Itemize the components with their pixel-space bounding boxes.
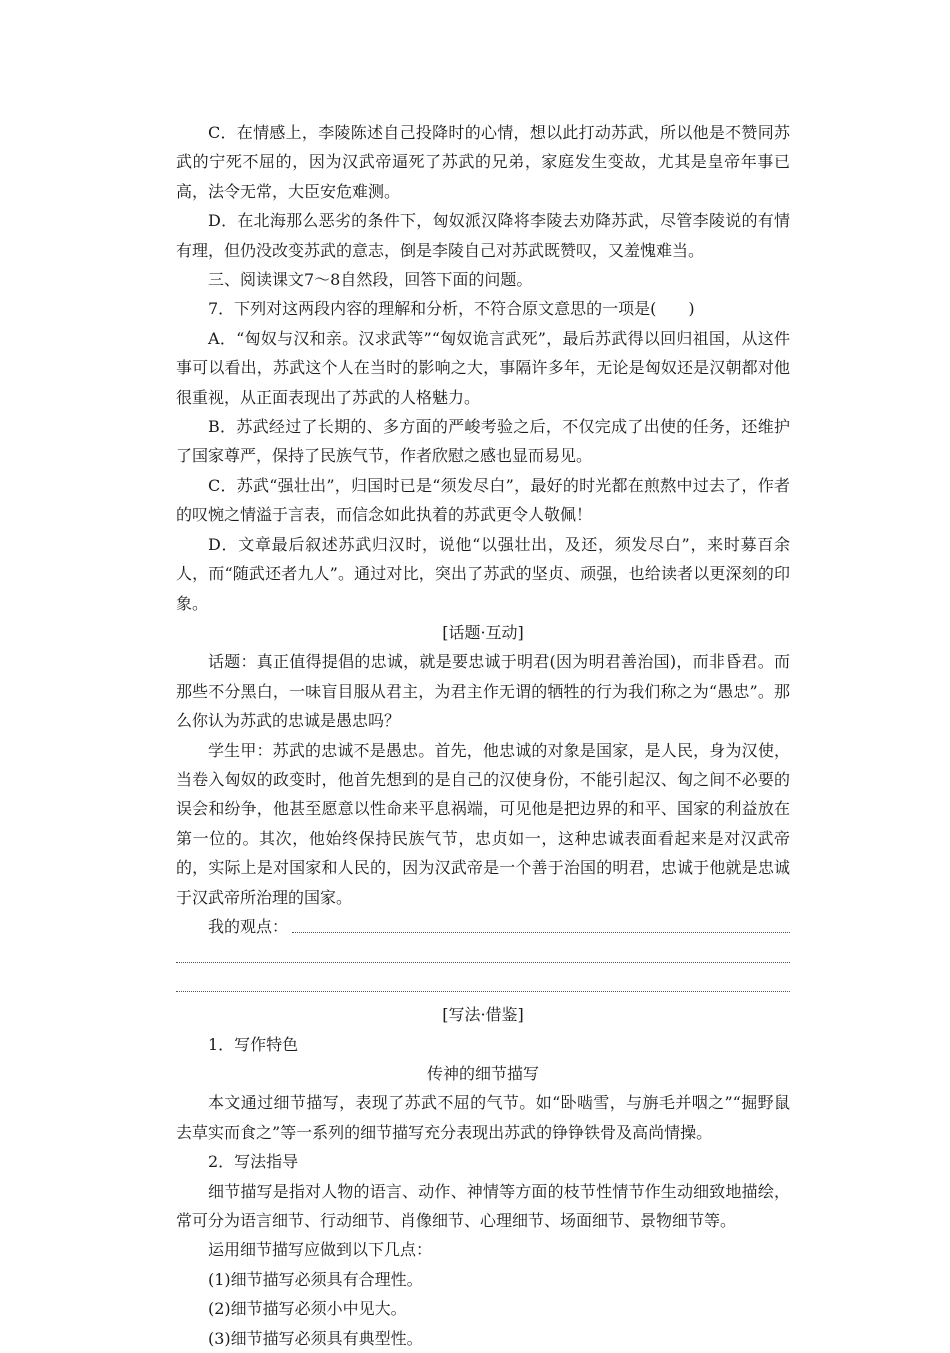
my-view-label: 我的观点： — [208, 916, 289, 936]
option-c-previous: C．在情感上，李陵陈述自己投降时的心情，想以此打动苏武，所以他是不赞同苏武的宁死不屈的，因为汉武帝逼死了苏武的兄弟，家庭发生变故，尤其是皇帝年事已高，法令无常，大臣安危难测。 — [176, 123, 790, 201]
question-seven-option-d: D．文章最后叙述苏武归汉时，说他“以强壮出，及还，须发尽白”，来时募百余人，而“随武还者九人”。通过对比，突出了苏武的坚贞、顽强，也给读者以更深刻的印象。 — [176, 534, 790, 613]
topic-prompt: 话题：真正值得提倡的忠诚，就是要忠诚于明君(因为明君善治国)，而非昏君。而那些不分黑白，一味盲目服从君主，为君主作无谓的牺牲的行为我们称之为“愚忠”。那么你认为苏武的忠诚是愚忠吗？ — [176, 652, 790, 731]
question-seven-option-a: A．“匈奴与汉和亲。汉求武等”“匈奴诡言武死”，最后苏武得以回归祖国，从这件事可以看出，苏武这个人在当时的影响之大，事隔许多年，无论是匈奴还是汉朝都对他很重视，从正面表现出了苏武的人格魅力。 — [176, 328, 790, 407]
answer-blank-line-2[interactable] — [176, 941, 790, 970]
answer-blank-line-3[interactable] — [176, 971, 790, 1000]
writing-guide-body: 细节描写是指对人物的语言、动作、神情等方面的枝节性情节作生动细致地描绘，常可分为语言细节、行动细节、肖像细节、心理细节、场面细节、景物细节等。 — [176, 1181, 790, 1230]
section-three-heading: 三、阅读课文7～8自然段，回答下面的问题。 — [208, 270, 533, 290]
document-page — [176, 118, 790, 1353]
writing-point: (2)细节描写必须小中见大。 — [208, 1299, 407, 1319]
my-view-line[interactable] — [176, 912, 790, 941]
question-seven: 7．下列对这两段内容的理解和分析，不符合原文意思的一项是( ) — [208, 299, 695, 319]
option-d-previous: D．在北海那么恶劣的条件下，匈奴派汉降将李陵去劝降苏武，尽管李陵说的有情有理，但仍没改变苏武的意志，倒是李陵自己对苏武既赞叹，又羞愧难当。 — [176, 211, 790, 260]
answer-blank[interactable] — [176, 991, 790, 992]
topic-heading: [话题·互动] — [442, 622, 524, 642]
writing-point: (3)细节描写必须具有典型性。 — [208, 1328, 423, 1348]
writing-guide-intro: 运用细节描写应做到以下几点： — [208, 1240, 433, 1260]
student-a-answer: 学生甲：苏武的忠诚不是愚忠。首先，他忠诚的对象是国家，是人民，身为汉使，当卷入匈奴的政变时，他首先想到的是自己的汉使身份，不能引起汉、匈之间不必要的误会和纷争，他甚至愿意以性命来平息祸端，可见他是把边界的和平、国家的利益放在第一位的。其次，他始终保持民族气节，忠贞如一，这种忠诚表面看起来是对汉武帝的，实际上是对国家和人民的，因为汉武帝是一个善于治国的明君，忠诚于他就是忠诚于汉武帝所治理的国家。 — [176, 740, 790, 907]
writing-feature-title: 1．写作特色 — [208, 1034, 299, 1054]
writing-point: (1)细节描写必须具有合理性。 — [208, 1269, 423, 1289]
answer-blank[interactable] — [176, 962, 790, 963]
writing-feature-body: 本文通过细节描写，表现了苏武不屈的气节。如“卧啮雪，与旃毛并咽之”“掘野鼠去草实而食之”等一系列的细节描写充分表现出苏武的铮铮铁骨及高尚情操。 — [176, 1093, 790, 1142]
writing-feature-subtitle: 传神的细节描写 — [426, 1063, 539, 1083]
question-seven-option-b: B．苏武经过了长期的、多方面的严峻考验之后，不仅完成了出使的任务，还维护了国家尊严，保持了民族气节，作者欣慰之感也显而易见。 — [176, 417, 790, 466]
writing-guide-title: 2．写法指导 — [208, 1152, 299, 1172]
question-seven-option-c: C．苏武“强壮出”，归国时已是“须发尽白”，最好的时光都在煎熬中过去了，作者的叹惋之情溢于言表，而信念如此执着的苏武更令人敬佩！ — [176, 475, 790, 525]
answer-blank[interactable] — [292, 932, 790, 933]
writing-heading: [写法·借鉴] — [442, 1005, 524, 1025]
